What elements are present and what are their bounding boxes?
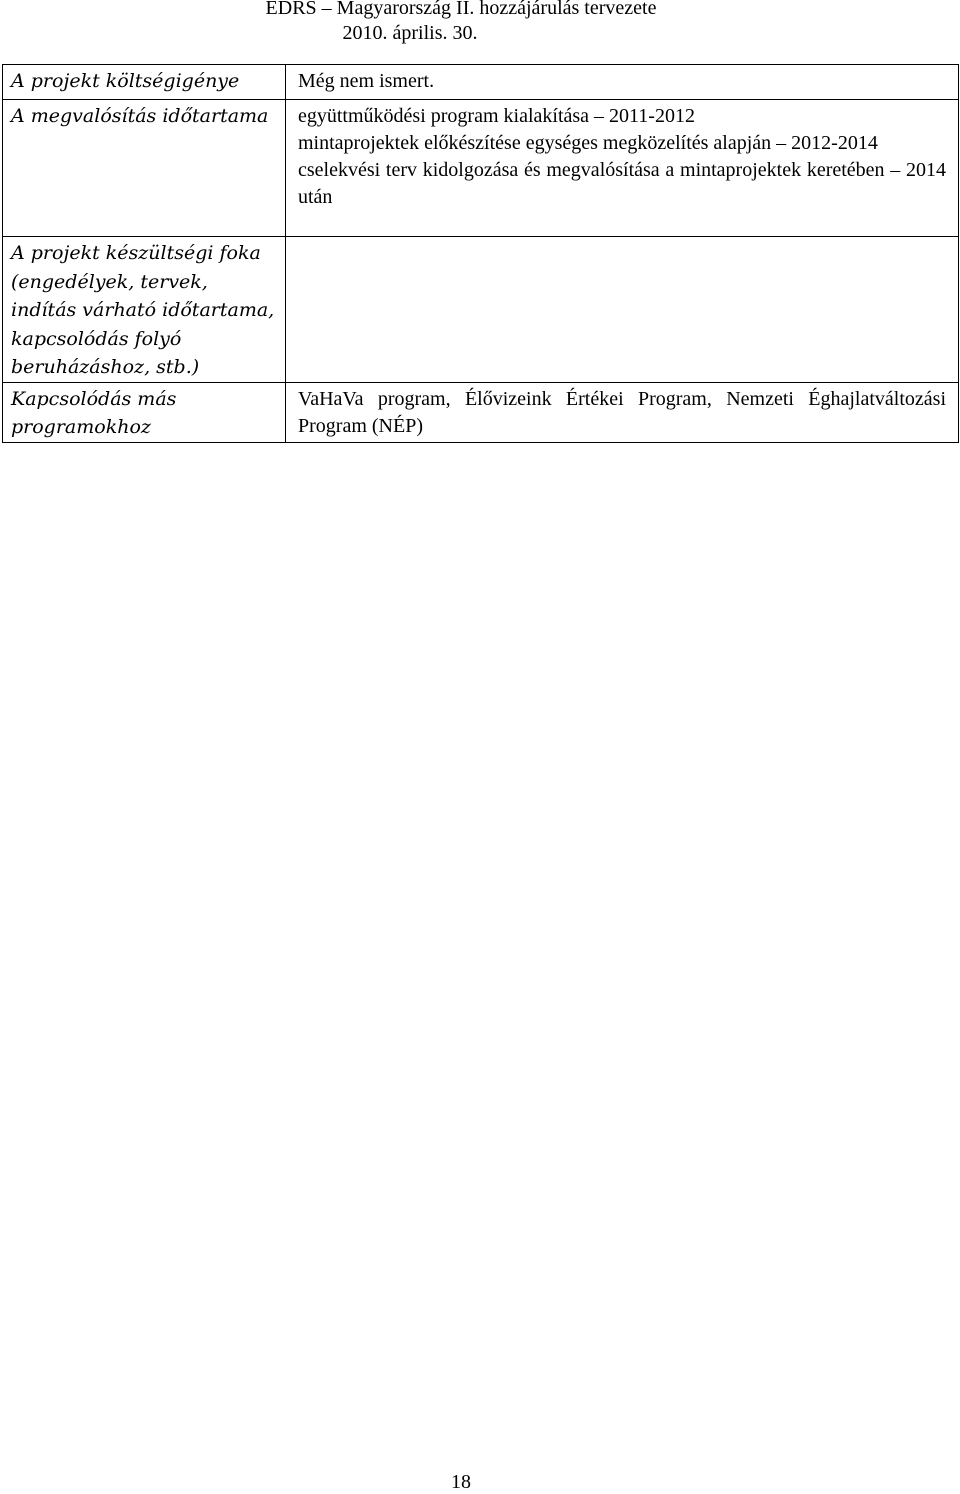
table-row-cost xyxy=(3,65,959,100)
project-details-table xyxy=(2,64,959,443)
cost-label: A projekt költségigénye xyxy=(3,65,286,100)
duration-line-action-plan: cselekvési terv kidolgozása és megvalósítása a mintaprojektek keretében – 2014 után xyxy=(298,159,946,208)
document-title: EDRS – Magyarország II. hozzájárulás tervezete xyxy=(265,0,657,19)
links-label: Kapcsolódás más programokhoz xyxy=(3,382,286,442)
duration-value xyxy=(286,100,959,237)
status-label: A projekt készültségi foka (engedélyek, tervek, indítás várható időtartama, kapcsolódás folyó beruházáshoz, stb.) xyxy=(3,237,286,383)
duration-label: A megvalósítás időtartama xyxy=(3,100,286,237)
table-row-duration xyxy=(3,100,959,237)
table-row-status xyxy=(3,237,959,383)
document-date: 2010. április. 30. xyxy=(342,22,478,44)
status-value xyxy=(286,237,959,383)
duration-line-cooperation: együttműködési program kialakítása – 2011-2012 xyxy=(298,105,695,127)
cost-value xyxy=(286,65,959,100)
page-number: 18 xyxy=(451,1471,471,1493)
links-value xyxy=(286,382,959,442)
table-row-links xyxy=(3,382,959,442)
links-value-text: VaHaVa program, Élővizeink Értékei Program, Nemzeti Éghajlatváltozási Program (NÉP) xyxy=(298,387,946,437)
cost-value-text: Még nem ismert. xyxy=(298,70,435,92)
duration-line-pilot-projects: mintaprojektek előkészítése egységes megközelítés alapján – 2012-2014 xyxy=(298,132,878,154)
